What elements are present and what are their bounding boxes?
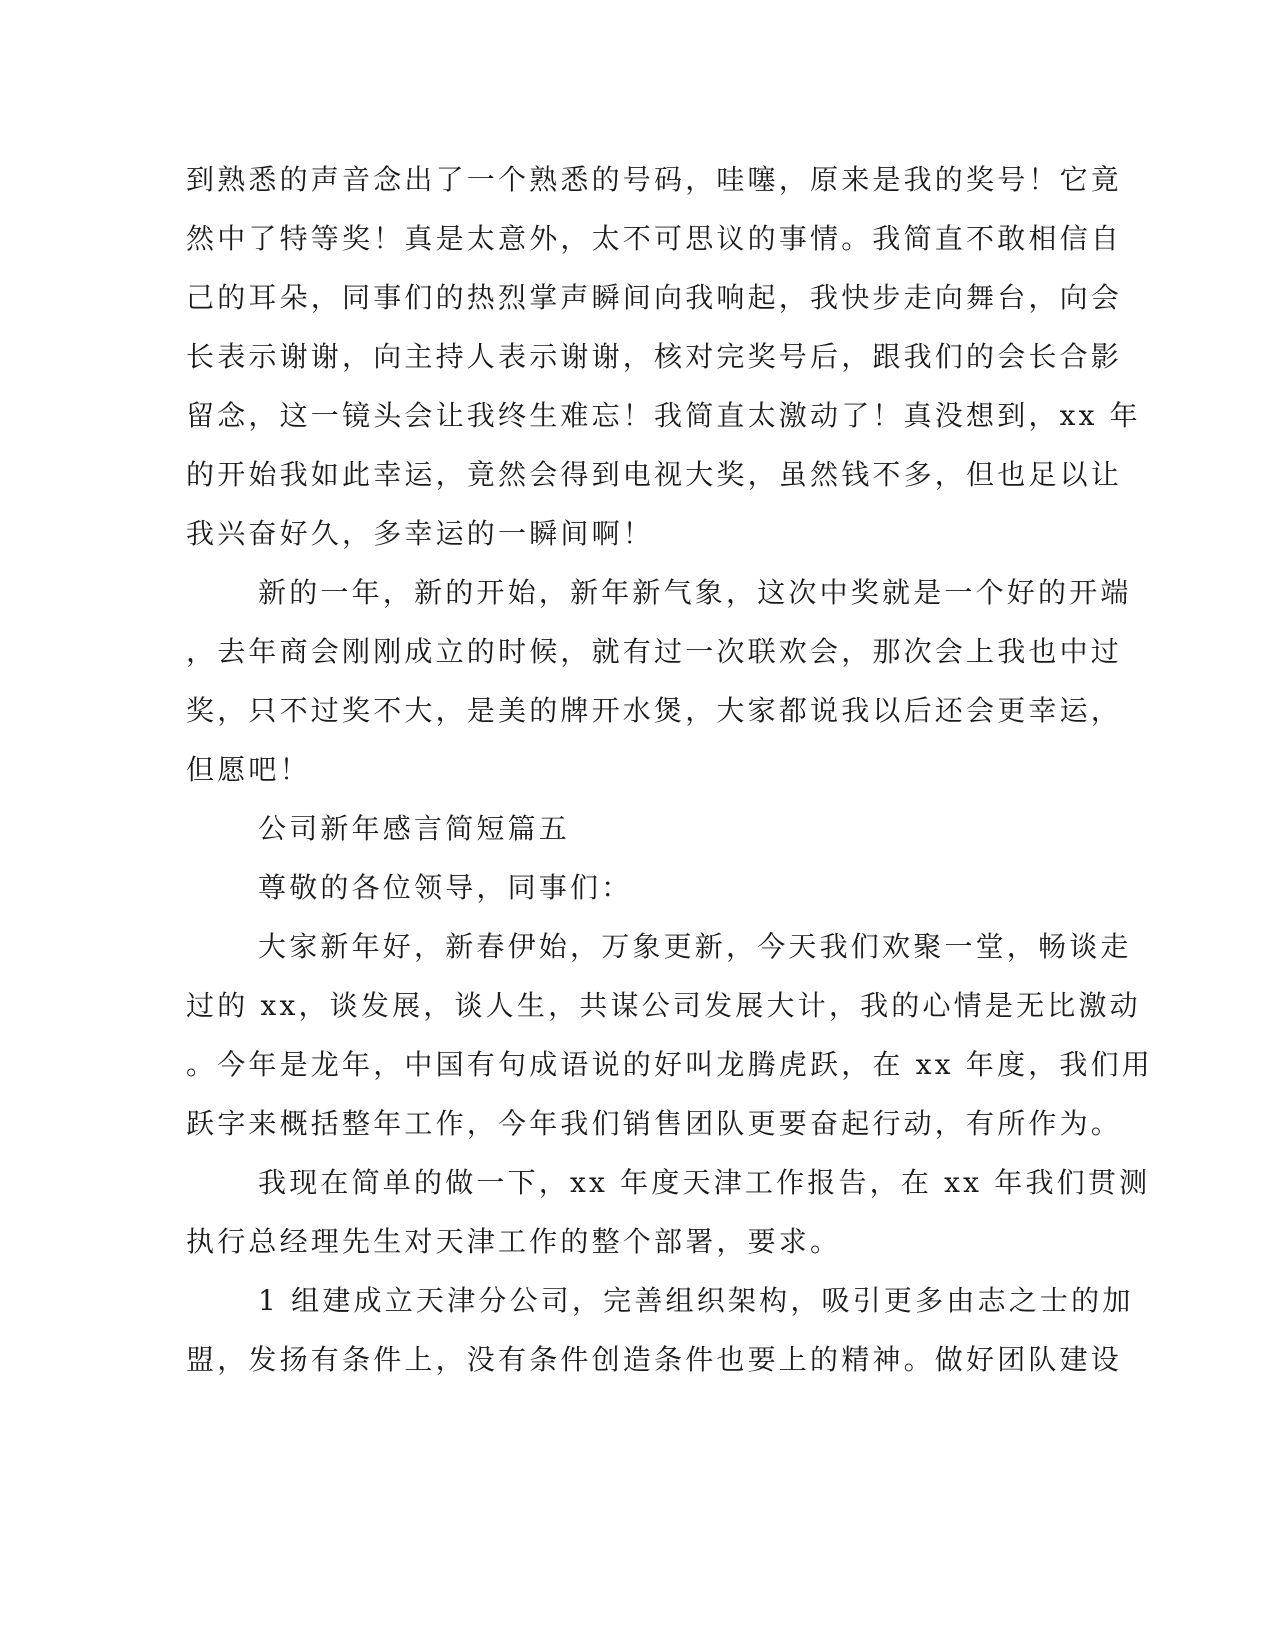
body-text-line: 过的 xx，谈发展，谈人生，共谋公司发展大计，我的心情是无比激动	[186, 989, 1141, 1022]
body-text-line: 的开始我如此幸运，竟然会得到电视大奖，虽然钱不多，但也足以让	[186, 458, 1123, 491]
body-text-line: 盟，发扬有条件上，没有条件创造条件也要上的精神。做好团队建设	[186, 1343, 1123, 1376]
body-text-line: 我兴奋好久，多幸运的一瞬间啊！	[186, 517, 655, 550]
body-text-line: 执行总经理先生对天津工作的整个部署，要求。	[186, 1225, 842, 1258]
paragraph-first-line: 大家新年好，新春伊始，万象更新，今天我们欢聚一堂，畅谈走	[258, 930, 1132, 963]
body-text-line: 。今年是龙年，中国有句成语说的好叫龙腾虎跃，在 xx 年度，我们用	[186, 1048, 1153, 1081]
paragraph-first-line: 我现在简单的做一下，xx 年度天津工作报告，在 xx 年我们贯测	[258, 1166, 1151, 1199]
body-text-line: 奖，只不过奖不大，是美的牌开水煲，大家都说我以后还会更幸运，	[186, 694, 1123, 727]
body-text-line: ，去年商会刚刚成立的时候，就有过一次联欢会，那次会上我也中过	[186, 635, 1123, 668]
body-text-line: 己的耳朵，同事们的热烈掌声瞬间向我响起，我快步走向舞台，向会	[186, 281, 1123, 314]
salutation: 尊敬的各位领导，同事们：	[258, 871, 633, 904]
body-text-line: 留念，这一镜头会让我终生难忘！我简直太激动了！真没想到，xx 年	[186, 399, 1141, 432]
section-heading: 公司新年感言简短篇五	[258, 812, 571, 845]
paragraph-first-line: 新的一年，新的开始，新年新气象，这次中奖就是一个好的开端	[258, 576, 1132, 609]
paragraph-first-line: 1 组建成立天津分公司，完善组织架构，吸引更多由志之士的加	[258, 1284, 1134, 1317]
body-text-line: 然中了特等奖！真是太意外，太不可思议的事情。我简直不敢相信自	[186, 222, 1123, 255]
body-text-line: 但愿吧！	[186, 753, 311, 786]
body-text-line: 跃字来概括整年工作，今年我们销售团队更要奋起行动，有所作为。	[186, 1107, 1123, 1140]
body-text-line: 长表示谢谢，向主持人表示谢谢，核对完奖号后，跟我们的会长合影	[186, 340, 1123, 373]
body-text-line: 到熟悉的声音念出了一个熟悉的号码，哇噻，原来是我的奖号！它竟	[186, 163, 1123, 196]
